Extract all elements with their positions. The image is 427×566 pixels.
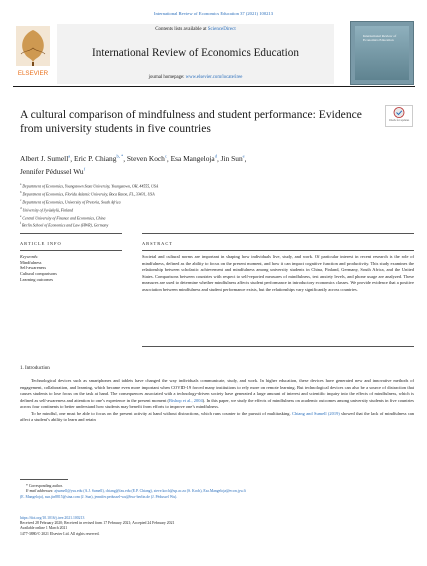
divider	[142, 250, 414, 251]
journal-cover-image	[350, 21, 414, 85]
homepage-prefix: journal homepage:	[148, 75, 186, 80]
check-for-updates-label: Check for updates	[388, 119, 410, 122]
check-for-updates-icon	[386, 106, 412, 119]
article-info-heading: ARTICLE INFO	[20, 241, 62, 246]
contents-line	[57, 27, 334, 32]
article-title: A cultural comparison of mindfulness and student performance: Evidence from university students in five countries	[20, 108, 362, 135]
abstract-text: Societal and cultural norms are important in shaping how individuals live, study, and work. Of particular interest in recent research is the role of mindfulness, defined as the ability to focus on the present moment, and how it can impact cognitive function and productivity. This study examines the relationship between scholastic achievement and mindfulness among university students in China, Finland, Germany, South Africa, and the United States. Comparisons between countries with respect to self-reported measures of mindfulness, test anxiety levels, and phone usage are analyzed. These measures are used to determine whether mindfulness affects student performance in introductory economics classes. We provide evidence that a positive association between mindfulness and student performance exists, but the relationships vary significantly across countries.	[142, 254, 414, 292]
affiliation: $^e$Central University of Finance and Economics, China	[20, 213, 106, 220]
author-list: Albert J. Sumell$^a$, Eric P. Chiang$^{b, *}$, Steven Koch$^c$, Esa Mangeloja$^d$, Jin Sun$^e$, Jennifer Pédussel Wu$^f$	[20, 154, 247, 176]
available-online: Available online 1 March 2021	[20, 526, 68, 531]
keyword: Cultural comparisons	[20, 271, 57, 277]
paragraph: To be mindful, one must be able to focus on the present activity at hand without distractions, which runs counter to the pursuit of multitasking. Chiang and Sumell (2019) showed that the lack of mindfulness can affect a student’s ability to learn and retain	[20, 410, 414, 423]
elsevier-logo	[13, 24, 53, 82]
divider	[142, 346, 414, 347]
author[interactable]: Esa Mangeloja$^d$	[170, 154, 217, 164]
keyword: Mindfulness	[20, 259, 42, 265]
divider	[142, 233, 414, 234]
author[interactable]: Jennifer Pédussel Wu$^f$	[20, 166, 86, 176]
affiliation: $^c$Department of Economics, University of Pretoria, South Africa	[20, 197, 121, 205]
affiliation: $^b$Department of Economics, Florida Atlantic University, Boca Raton, FL, 33431, USA	[20, 189, 155, 197]
affiliation: $^a$Department of Economics, Youngstown State University, Youngstown, OH, 44555, USA	[20, 182, 159, 189]
affiliation: $^d$University of Jyväskylä, Finland	[20, 205, 74, 212]
author[interactable]: Steven Koch$^c$	[126, 154, 167, 164]
citation-link[interactable]: Chiang and Sumell (2019)	[292, 410, 340, 416]
sciencedirect-link[interactable]: ScienceDirect	[207, 27, 236, 32]
copyright: 1477-3880/© 2021 Elsevier Ltd. All rights reserved.	[20, 531, 100, 536]
introduction-body	[20, 378, 414, 424]
keyword: Self-awareness	[20, 265, 47, 271]
email-addresses-continued	[20, 495, 414, 500]
email-addresses: E-mail addresses: ajsumell@ysu.edu (A.J. Sumell), chiang@fau.edu (E.P. Chiang), steve.koch@up.ac.za (S. Koch), Esa.Mangeloja@econ.jyu.fi	[26, 489, 246, 494]
author[interactable]: Jin Sun$^e$	[220, 154, 245, 164]
received-dates: Received 28 February 2020; Received in revised form 17 February 2021; Accepted 24 February 2021	[20, 521, 175, 526]
cover-artwork	[355, 26, 409, 80]
keyword: Learning outcomes	[20, 276, 54, 282]
email-links[interactable]: ajsumell@ysu.edu (A.J. Sumell), chiang@fau.edu (E.P. Chiang), steve.koch@up.ac.za (S. Koch), Esa.Mangeloja@econ.jyu.fi	[54, 489, 246, 494]
citation-link[interactable]: Bishop et al., 2004	[169, 397, 203, 403]
journal-title: International Review of Economics Education	[92, 47, 299, 59]
keywords-label: Keywords:	[20, 254, 39, 259]
publication-info	[20, 516, 414, 537]
journal-homepage-line	[57, 75, 334, 80]
affiliations-list	[20, 182, 400, 229]
corresponding-author-note: * Corresponding author.	[26, 484, 63, 488]
check-for-updates-button[interactable]	[385, 105, 413, 127]
doi-link[interactable]: https://doi.org/10.1016/j.iree.2021.100213	[20, 516, 85, 520]
divider	[20, 233, 122, 234]
journal-reference[interactable]: International Review of Economics Education 37 (2021) 100213	[153, 11, 274, 16]
section-heading-introduction: 1. Introduction	[20, 366, 50, 371]
divider	[20, 250, 122, 251]
footnote	[20, 484, 414, 500]
author[interactable]: Eric P. Chiang$^{b, *}$	[73, 154, 124, 164]
paragraph: Technological devices such as smartphones and tablets have changed the way individuals communicate, study, and work. In higher education, these devices have generated new and innovative methods of engagement, collaboration, and learning, which became even more important when COVID-19 forced many institutions to rely more on remote learning. But technological devices can also be a source of distraction that causes students to lose focus on the task at hand. The consequences associated with a technology-driven society have generated a large amount of interest and scientific inquiry into the effects of mindfulness, which is defined as self-awareness and attention to one’s experience in the present moment (Bishop et al., 2004). In this paper, we study the effects of mindfulness on academic outcomes among university students in five countries across four continents to better understand how students may benefit from efforts to improve one’s mindfulness.	[20, 378, 415, 410]
email-links[interactable]: (E. Mangeloja), sun.jin8815@sina.com (J. Sun), jennifer.pedussel-wu@hwr-berlin.de (J. Pédussel Wu).	[20, 494, 178, 499]
author[interactable]: Albert J. Sumell$^a$	[20, 154, 71, 164]
abstract-heading: ABSTRACT	[142, 241, 173, 246]
cover-title: International Review of Economics Education	[363, 34, 397, 42]
footnote-rule	[20, 479, 68, 480]
keywords-block	[20, 254, 122, 283]
homepage-link[interactable]: www.elsevier.com/locate/iree	[185, 75, 243, 80]
header-rule	[13, 86, 415, 87]
affiliation: $^f$Berlin School of Economics and Law (HWR), Germany	[20, 221, 109, 228]
contents-prefix: Contents lists available at	[155, 27, 208, 32]
elsevier-wordmark: ELSEVIER	[17, 70, 49, 77]
